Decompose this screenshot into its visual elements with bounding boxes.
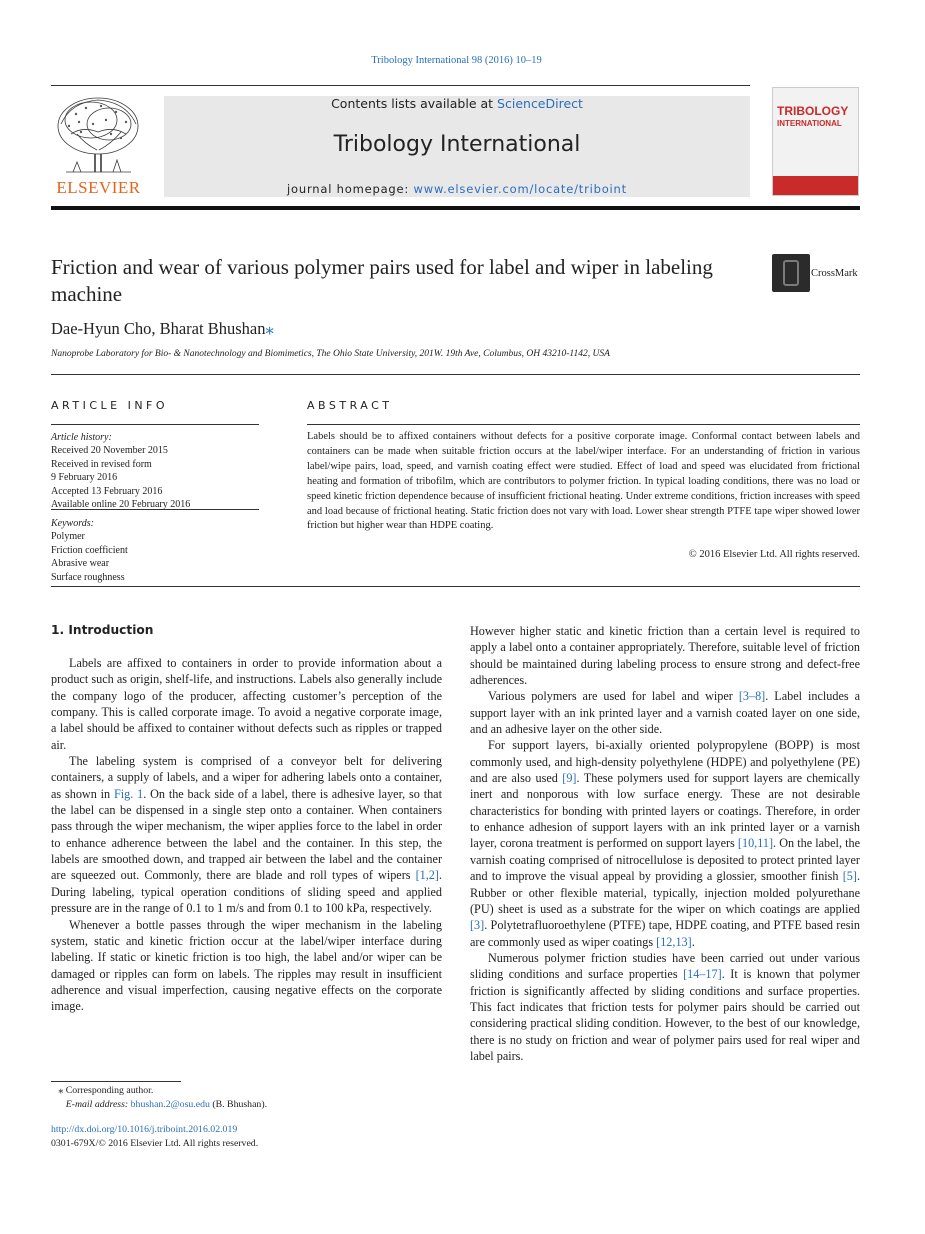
crossmark-label[interactable]: CrossMark: [811, 268, 858, 279]
citation-link[interactable]: [1,2]: [415, 868, 439, 883]
paragraph-text: . On the label, the varnish coating comprised of nitrocellulose is deposited to protect printed layer and to improve the visual appeal by providing a glossier, smoother finish: [470, 836, 861, 884]
paragraph: Labels are affixed to containers in order to provide information about a product such as origin, shelf-life, and instructions. Labels also generally include the company logo of the producer, affecting customer’s perception of the company. This is called corporate image. To avoid a negative corporate image, a label should be affixed to container without defects such as ripples or trapped air.: [51, 656, 442, 752]
keyword-item: Friction coefficient: [51, 544, 128, 556]
email-link[interactable]: bhushan.2@osu.edu: [130, 1098, 210, 1110]
paragraph-text: . Polytetrafluoroethylene (PTFE) tape, HDPE coating, and PTFE based resin are commonly used as wiper coatings: [470, 918, 860, 949]
keywords-label: Keywords:: [51, 518, 94, 529]
paragraph: However higher static and kinetic friction than a certain level is required to apply a label onto a container appropriately. Therefore, suitable level of friction should be maintained during labeling process to ensure strong and defect-free adherences.: [470, 624, 860, 688]
journal-title: Tribology International: [333, 132, 581, 157]
elsevier-wordmark[interactable]: ELSEVIER: [56, 178, 141, 197]
doi-link[interactable]: http://dx.doi.org/10.1016/j.triboint.2016.02.019: [51, 1124, 238, 1135]
abstract-text: Labels should be to affixed containers without defects for a positive corporate image. Conformal contact between labels and containers can be made when suitable friction occurs at the label/wiper interface. For an understanding of friction in various label/wipe pairs, load, speed, and varnish coating effect were studied. Effect of load and speed was elucidated from frictional heating and formation of tribofilm, which are contributors to polymer friction. In typical loading conditions, there was no load or speed kinetic friction dependence because of insufficient frictional heating. Under extreme conditions, friction increases with speed and load because of frictional heating. Static friction does not vary with load. Lower shear strength PTFE tape wiper showed lower friction but higher wear than HDPE coating.: [307, 431, 860, 532]
abstract-heading: ABSTRACT: [307, 399, 393, 412]
paragraph: [470, 737, 860, 949]
citation-link[interactable]: [3–8]: [738, 689, 766, 704]
paragraph: [51, 753, 442, 916]
paragraph-text: Numerous polymer friction studies have been carried out under various sliding conditions and surface properties: [470, 950, 860, 982]
figure-link[interactable]: Fig. 1: [113, 786, 144, 801]
history-item: Received in revised form: [51, 458, 152, 470]
email-label: E-mail address:: [65, 1098, 131, 1110]
history-item: Accepted 13 February 2016: [51, 485, 163, 497]
history-item: 9 February 2016: [51, 472, 118, 484]
citation-link[interactable]: [10,11]: [737, 836, 774, 851]
section-heading-introduction: 1. Introduction: [51, 623, 154, 637]
corresponding-author-marker[interactable]: ⁎: [265, 319, 274, 338]
doi-block: [51, 1123, 258, 1150]
keyword-item: Polymer: [51, 531, 85, 543]
cover-title-line-1: TRIBOLOGY: [777, 104, 849, 118]
paragraph-text: . It is known that polymer friction is significantly affected by sliding conditions and surface properties. This fact indicates that friction tests for polymer pairs should be carried out considering practical sliding condition. However, to the best of our knowledge, there is no study on friction and wear of polymer pairs used for real wiper and label pairs.: [470, 967, 860, 1063]
keyword-item: Abrasive wear: [51, 558, 110, 570]
paragraph: Whenever a bottle passes through the wiper mechanism in the labeling system, static and kinetic friction occur at the label/wiper interface during labeling. If static or kinetic friction is too high, the label and/or wiper can be damaged or ripples can form on labels. The ripples may result in insufficient adherence and visual imperfection, causing negative effects on the corporate image.: [51, 917, 442, 1014]
cover-title-line-2: INTERNATIONAL: [777, 119, 842, 128]
email-suffix: (B. Bhushan).: [209, 1098, 268, 1110]
paragraph-text: . On the back side of a label, there is adhesive layer, so that the label can be dispensed in a single step onto a container. When containers pass through the wiper mechanism, the wiper applies force to the label in order to enhance adherence between the label and the container. In this step, the labels are smoothed down, and trapped air between the label and the container are squeezed out. Commonly, there are blade and roll types of wipers: [51, 786, 442, 883]
left-column: [51, 655, 442, 1015]
paragraph: [470, 688, 860, 737]
header-thick-rule: [51, 206, 860, 210]
author-list: [51, 319, 274, 339]
footnote-rule: [51, 1081, 181, 1082]
history-label: Article history:: [51, 432, 112, 443]
paragraph-text: . These polymers used for support layers are chemically inert and nonporous with low surface energy. These are not desirable characteristics for bonding with printed layers or coatings. Therefore, in order to enhance adhesion of support layers with an ink printed layer or a varnish layer, corona treatment is performed on support layers: [470, 771, 860, 851]
crossmark-bookmark-shape: [783, 260, 799, 286]
right-column: [470, 623, 860, 1064]
homepage-link[interactable]: www.elsevier.com/locate/triboint: [413, 182, 627, 196]
abstract-copyright: © 2016 Elsevier Ltd. All rights reserved.: [688, 549, 860, 560]
keywords: [51, 517, 259, 584]
crossmark-icon[interactable]: [772, 254, 810, 292]
citation-link[interactable]: [5]: [842, 869, 857, 884]
corresponding-author-note: [51, 1084, 442, 1098]
citation-link[interactable]: [3]: [470, 918, 485, 933]
paragraph-text: . Label includes a support layer with an ink printed layer and a varnish coated layer on one side, and an adhesive layer on the other side.: [470, 689, 860, 737]
citation-link[interactable]: [14–17]: [683, 967, 722, 982]
affiliation: Nanoprobe Laboratory for Bio- & Nanotechnology and Biomimetics, The Ohio State University, 201W. 19th Ave, Columbus, OH 43210-1142, USA: [51, 349, 610, 359]
contents-line: [164, 96, 750, 111]
paragraph-text: The labeling system is comprised of a conveyor belt for delivering containers, a supply of labels, and a wiper for adhering labels onto a container, as shown in: [51, 754, 442, 801]
paragraph: [470, 950, 860, 1064]
author-names: Dae-Hyun Cho, Bharat Bhushan: [51, 319, 266, 338]
article-info-heading: ARTICLE INFO: [51, 399, 169, 412]
top-rule: [51, 85, 750, 86]
article-title: Friction and wear of various polymer pairs used for label and wiper in labeling machine: [51, 255, 713, 306]
cover-red-band: [773, 176, 858, 196]
article-history: [51, 431, 259, 511]
paragraph-text: For support layers, bi-axially oriented polypropylene (BOPP) is most commonly used, and high-density polyethylene (HDPE) and polyethylene (PE) and are also used: [470, 738, 860, 786]
sciencedirect-link[interactable]: ScienceDirect: [497, 96, 583, 111]
article-info-rule: [51, 424, 259, 425]
paragraph-text: . Rubber or other flexible material, typically, injection molded polyurethane (PU) sheet is used as a substrate for the wiper on which coatings are applied: [470, 869, 860, 916]
contents-prefix: Contents lists available at: [331, 96, 498, 111]
footnote-marker: ⁎: [58, 1085, 64, 1096]
homepage-line: [164, 182, 750, 196]
divider-rule: [51, 374, 860, 375]
corresponding-text: Corresponding author.: [65, 1085, 154, 1096]
footnote: [51, 1084, 442, 1111]
history-item: Available online 20 February 2016: [51, 499, 191, 511]
paragraph-text: .: [691, 934, 695, 949]
running-head[interactable]: Tribology International 98 (2016) 10–19: [371, 55, 542, 66]
paragraph-text: Various polymers are used for label and wiper: [488, 689, 739, 704]
issn-line: 0301-679X/© 2016 Elsevier Ltd. All rights reserved.: [51, 1137, 259, 1149]
email-note: [51, 1098, 442, 1112]
keyword-item: Surface roughness: [51, 571, 125, 583]
abstract-rule: [307, 424, 860, 425]
homepage-prefix: journal homepage:: [287, 182, 414, 196]
divider-rule-2: [51, 586, 860, 587]
article-info-rule-2: [51, 509, 259, 510]
history-item: Received 20 November 2015: [51, 445, 168, 457]
journal-cover-thumbnail[interactable]: [772, 87, 859, 196]
citation-link[interactable]: [9]: [562, 771, 577, 786]
paragraph-text: . During labeling, typical operation conditions of sliding speed and applied pressure are in the range of 0.1 to 1 m/s and from 0.1 to 100 kPa, respectively.: [51, 868, 442, 916]
journal-masthead: [164, 96, 750, 197]
citation-link[interactable]: [12,13]: [656, 934, 692, 949]
